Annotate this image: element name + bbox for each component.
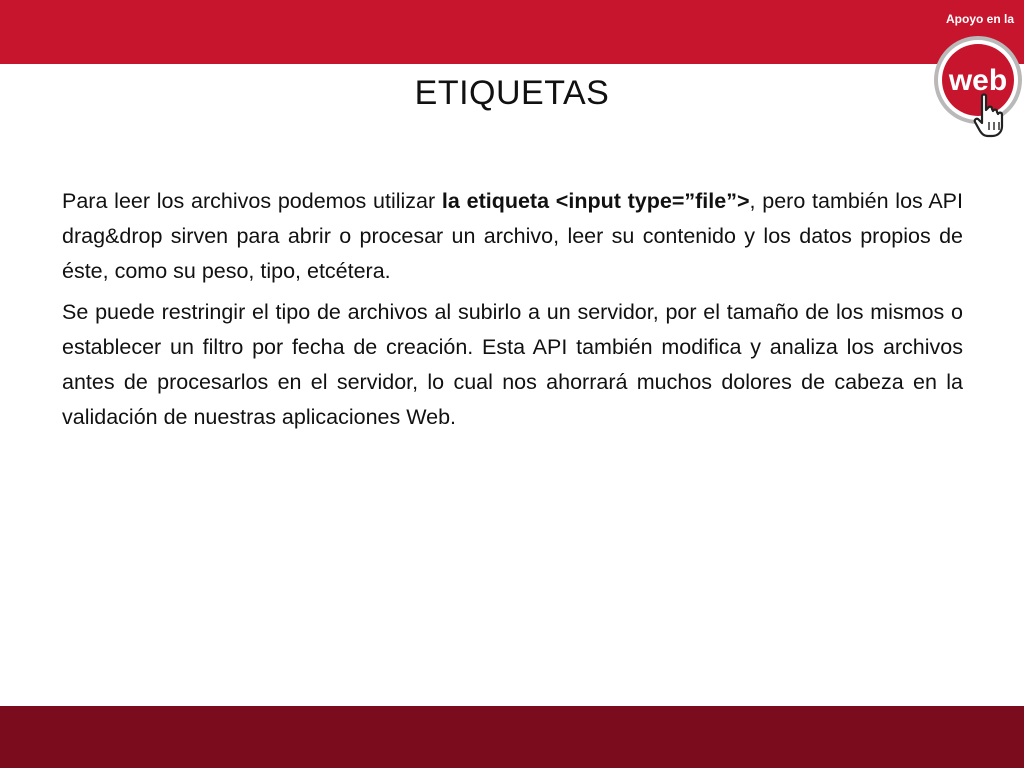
paragraph-2: Se puede restringir el tipo de archivos al subirlo a un servidor, por el tamaño de los mismos o establecer un filtro por fecha de creación. Esta API también modifica y analiza los archivos antes de procesarlos en el servidor, lo cual nos ahorrará muchos dolores de cabeza en la validación de nuestras aplicaciones Web. (62, 300, 963, 429)
paragraph-1-bold: la etiqueta <input type=”file”> (441, 189, 750, 213)
logo-word: web (948, 64, 1008, 97)
logo-tagline: Apoyo en la (946, 12, 1015, 26)
footer-band (0, 706, 1024, 768)
paragraph-1-rest: , pero también los API drag&drop sirven para abrir o procesar un archivo, leer su contenido y los datos propios de éste, como su peso, tipo, etcétera. (62, 189, 963, 283)
paragraph-1 (62, 184, 963, 289)
slide-title: ETIQUETAS (414, 74, 610, 112)
slide-body (62, 184, 963, 441)
header-band (0, 0, 1024, 64)
paragraph-1-intro: Para leer los archivos podemos utilizar (62, 189, 442, 213)
